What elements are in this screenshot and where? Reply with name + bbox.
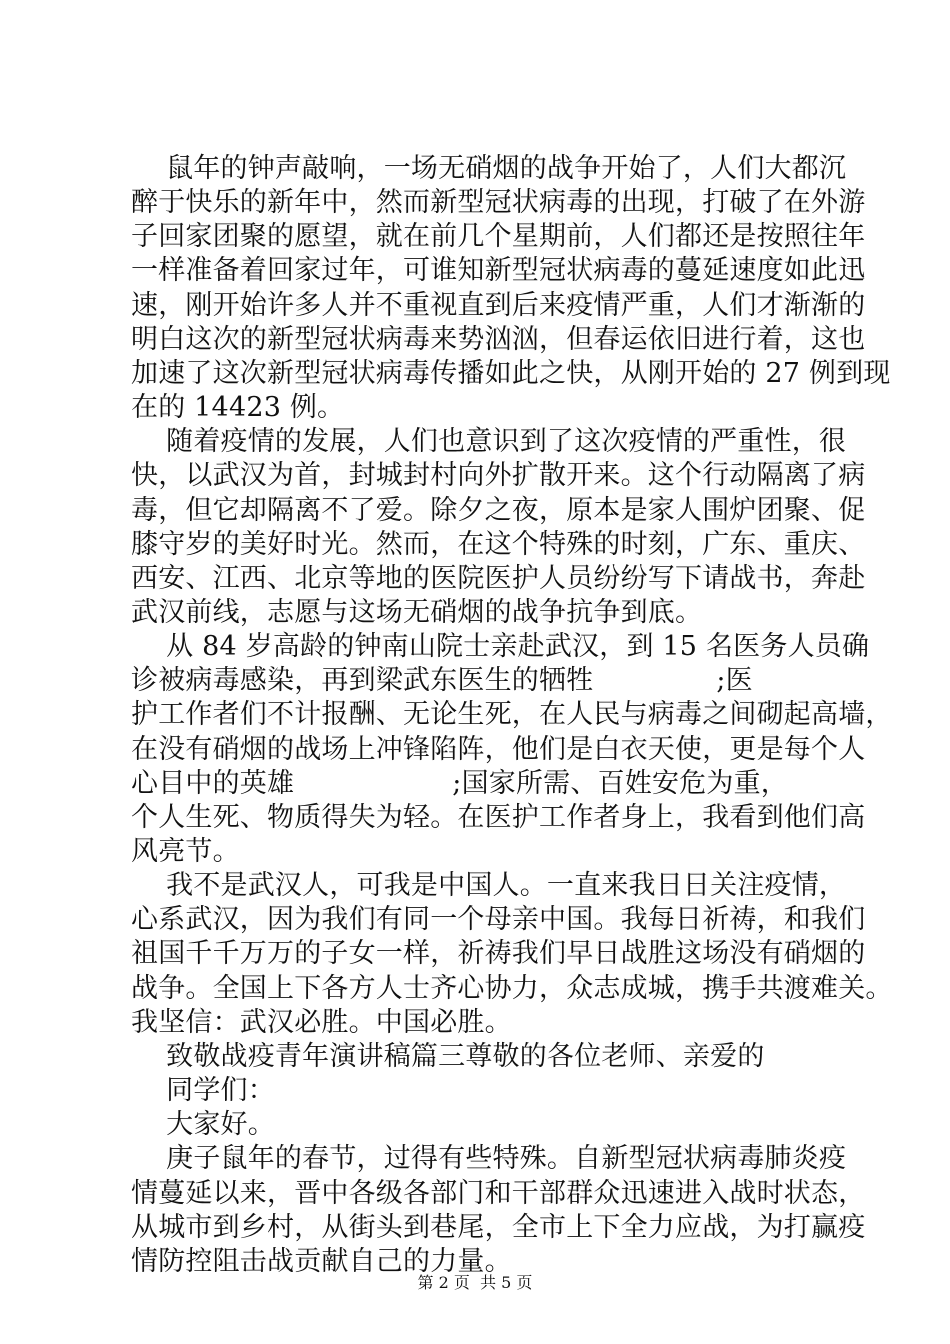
text-line: 庚子鼠年的春节，过得有些特殊。自新型冠状病毒肺炎疫 [131, 1143, 847, 1175]
text-line: 致敬战疫青年演讲稿篇三尊敬的各位老师、亲爱的 [131, 1040, 765, 1072]
text-line: 我坚信：武汉必胜。中国必胜。 [131, 1006, 512, 1038]
text-line: 随着疫情的发展，人们也意识到了这次疫情的严重性，很 [131, 426, 847, 458]
page-footer: 第 2 页 共 5 页 [417, 1273, 533, 1292]
text-line: 膝守岁的美好时光。然而，在这个特殊的时刻，广东、重庆、 [131, 528, 866, 560]
text-line: 明白这次的新型冠状病毒来势汹汹，但春运依旧进行着，这也 [131, 323, 866, 355]
text-line: 从城市到乡村，从街头到巷尾，全市上下全力应战，为打赢疫 [131, 1211, 866, 1243]
text-line: 情蔓延以来，晋中各级各部门和干部群众迅速进入战时状态， [131, 1177, 866, 1209]
text-line: 战争。全国上下各方人士齐心协力，众志成城，携手共渡难关。 [131, 972, 893, 1004]
text-line: 护工作者们不计报酬、无论生死，在人民与病毒之间砌起高墙， [131, 699, 893, 731]
text-line: 诊被病毒感染，再到梁武东医生的牺牲 ;医 [131, 665, 753, 697]
text-line: 一样准备着回家过年，可谁知新型冠状病毒的蔓延速度如此迅 [131, 255, 866, 287]
text-line: 子回家团聚的愿望，就在前几个星期前，人们都还是按照往年 [131, 221, 866, 253]
text-line: 在的 14423 例。 [131, 392, 345, 424]
text-line: 情防控阻击战贡献自己的力量。 [131, 1245, 512, 1277]
text-line: 风亮节。 [131, 836, 240, 867]
text-line: 心系武汉，因为我们有同一个母亲中国。我每日祈祷，和我们 [131, 904, 866, 936]
text-line: 加速了这次新型冠状病毒传播如此之快，从刚开始的 27 例到现 [131, 357, 891, 389]
text-line: 醉于快乐的新年中，然而新型冠状病毒的出现，打破了在外游 [131, 187, 866, 219]
text-line: 从 84 岁高龄的钟南山院士亲赴武汉，到 15 名医务人员确 [131, 631, 870, 663]
text-line: 在没有硝烟的战场上冲锋陷阵，他们是白衣天使，更是每个人 [131, 733, 866, 765]
text-line: 我不是武汉人，可我是中国人。一直来我日日关注疫情， [131, 870, 847, 902]
text-line: 同学们： [131, 1075, 275, 1107]
text-line: 毒，但它却隔离不了爱。除夕之夜，原本是家人围炉团聚、促 [131, 494, 866, 526]
text-line: 快，以武汉为首，封城封村向外扩散开来。这个行动隔离了病 [131, 460, 866, 492]
text-line: 个人生死、物质得失为轻。在医护工作者身上，我看到他们高 [131, 801, 866, 833]
text-line: 心目中的英雄 ;国家所需、百姓安危为重， [131, 767, 788, 799]
text-line: 大家好。 [131, 1109, 275, 1141]
text-line: 西安、江西、北京等地的医院医护人员纷纷写下请战书，奔赴 [131, 562, 866, 594]
text-line: 武汉前线，志愿与这场无硝烟的战争抗争到底。 [131, 596, 703, 628]
text-line: 速，刚开始许多人并不重视直到后来疫情严重，人们才渐渐的 [131, 289, 866, 321]
text-line: 祖国千千万万的子女一样，祈祷我们早日战胜这场没有硝烟的 [131, 938, 866, 970]
text-line: 鼠年的钟声敲响，一场无硝烟的战争开始了，人们大都沉 [131, 153, 847, 184]
